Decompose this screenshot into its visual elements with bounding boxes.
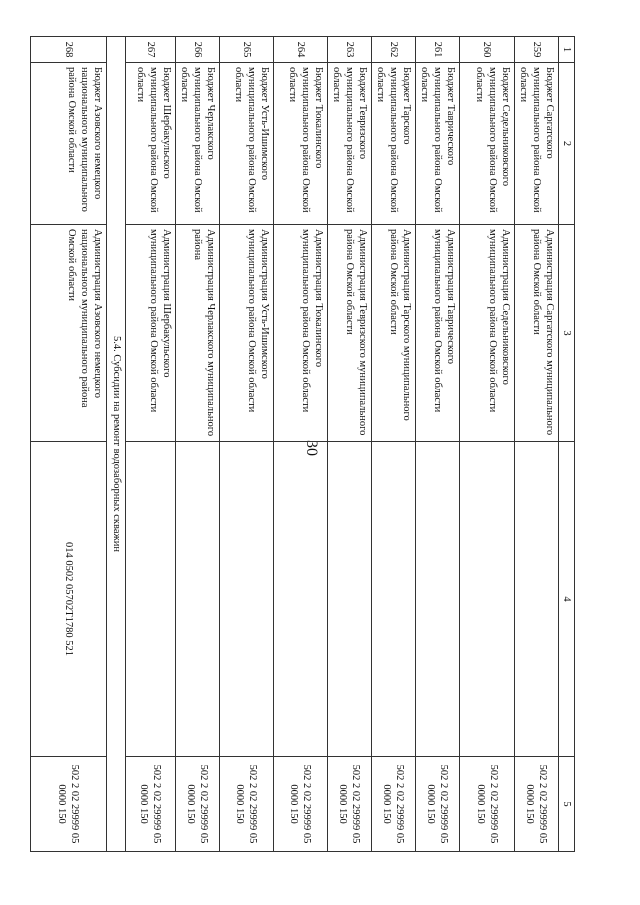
code-cell bbox=[126, 442, 176, 757]
table-row bbox=[126, 37, 176, 852]
column-header: 5 bbox=[559, 757, 575, 852]
kbk-cell: 502 2 02 29999 05 0000 150 bbox=[328, 757, 372, 852]
section-row bbox=[107, 37, 126, 852]
admin-cell: Администрация Таврического муниципального района Омской области bbox=[416, 225, 460, 442]
admin-cell: Администрация Седельниковского муниципального района Омской области bbox=[460, 225, 515, 442]
admin-cell: Администрация Тюкалинского муниципального района Омской области bbox=[274, 225, 328, 442]
table-row bbox=[274, 37, 328, 852]
kbk-cell: 502 2 02 29999 05 0000 150 bbox=[372, 757, 416, 852]
table-row bbox=[515, 37, 559, 852]
table-row bbox=[416, 37, 460, 852]
code-cell bbox=[328, 442, 372, 757]
budget-cell: Бюджет Черлакского муниципального района Омской области bbox=[176, 63, 220, 225]
page-number: 30 bbox=[303, 440, 320, 456]
admin-cell: Администрация Тарского муниципального района Омской области bbox=[372, 225, 416, 442]
table-row bbox=[372, 37, 416, 852]
row-number: 266 bbox=[176, 37, 220, 63]
budget-cell: Бюджет Тарского муниципального района Омской области bbox=[372, 63, 416, 225]
code-cell: 014 0502 05702T1780 521 bbox=[31, 442, 107, 757]
row-number: 260 bbox=[460, 37, 515, 63]
kbk-cell: 502 2 02 29999 05 0000 150 bbox=[126, 757, 176, 852]
budget-cell: Бюджет Таврического муниципального района Омской области bbox=[416, 63, 460, 225]
budget-cell: Бюджет Азовского немецкого национального муниципального района Омской области bbox=[31, 63, 107, 225]
budget-cell: Бюджет Усть-Ишимского муниципального района Омской области bbox=[220, 63, 274, 225]
budget-cell: Бюджет Седельниковского муниципального района Омской области bbox=[460, 63, 515, 225]
admin-cell: Администрация Саргатского муниципального района Омской области bbox=[515, 225, 559, 442]
kbk-cell: 502 2 02 29999 05 0000 150 bbox=[274, 757, 328, 852]
budget-cell: Бюджет Тевризского муниципального района Омской области bbox=[328, 63, 372, 225]
budget-cell: Бюджет Тюкалинского муниципального района Омской области bbox=[274, 63, 328, 225]
row-number: 262 bbox=[372, 37, 416, 63]
table-row bbox=[220, 37, 274, 852]
row-number: 265 bbox=[220, 37, 274, 63]
table-row bbox=[328, 37, 372, 852]
row-number: 264 bbox=[274, 37, 328, 63]
table-row bbox=[176, 37, 220, 852]
budget-cell: Бюджет Шербакульского муниципального района Омской области bbox=[126, 63, 176, 225]
column-header: 2 bbox=[559, 63, 575, 225]
row-number: 267 bbox=[126, 37, 176, 63]
row-number: 261 bbox=[416, 37, 460, 63]
code-cell bbox=[515, 442, 559, 757]
table-row bbox=[31, 37, 107, 852]
row-number: 263 bbox=[328, 37, 372, 63]
budget-cell: Бюджет Саргатского муниципального района Омской области bbox=[515, 63, 559, 225]
column-header: 1 bbox=[559, 37, 575, 63]
kbk-cell: 502 2 02 29999 05 0000 150 bbox=[460, 757, 515, 852]
column-header: 3 bbox=[559, 225, 575, 442]
admin-cell: Администрация Черлакского муниципального района bbox=[176, 225, 220, 442]
code-cell bbox=[372, 442, 416, 757]
section-title: 5.4. Субсидии на ремонт водозаборных скважин bbox=[107, 37, 126, 852]
header-row bbox=[559, 37, 575, 852]
row-number: 268 bbox=[31, 37, 107, 63]
admin-cell: Администрация Азовского немецкого национального муниципального района Омской области bbox=[31, 225, 107, 442]
code-cell bbox=[460, 442, 515, 757]
kbk-cell: 502 2 02 29999 05 0000 150 bbox=[220, 757, 274, 852]
table-row bbox=[460, 37, 515, 852]
admin-cell: Администрация Шербакульского муниципального района Омской области bbox=[126, 225, 176, 442]
code-cell bbox=[274, 442, 328, 757]
row-number: 259 bbox=[515, 37, 559, 63]
kbk-cell: 502 2 02 29999 05 0000 150 bbox=[416, 757, 460, 852]
code-cell bbox=[416, 442, 460, 757]
admin-cell: Администрация Тевризского муниципального района Омской области bbox=[328, 225, 372, 442]
rotated-table-container bbox=[56, 36, 575, 851]
admin-cell: Администрация Усть-Ишимского муниципального района Омской области bbox=[220, 225, 274, 442]
kbk-cell: 502 2 02 29999 05 0000 150 bbox=[176, 757, 220, 852]
budget-table bbox=[30, 36, 575, 852]
code-cell bbox=[176, 442, 220, 757]
code-cell bbox=[220, 442, 274, 757]
kbk-cell: 502 2 02 29999 05 0000 150 bbox=[515, 757, 559, 852]
kbk-cell: 502 2 02 29999 05 0000 150 bbox=[31, 757, 107, 852]
column-header: 4 bbox=[559, 442, 575, 757]
